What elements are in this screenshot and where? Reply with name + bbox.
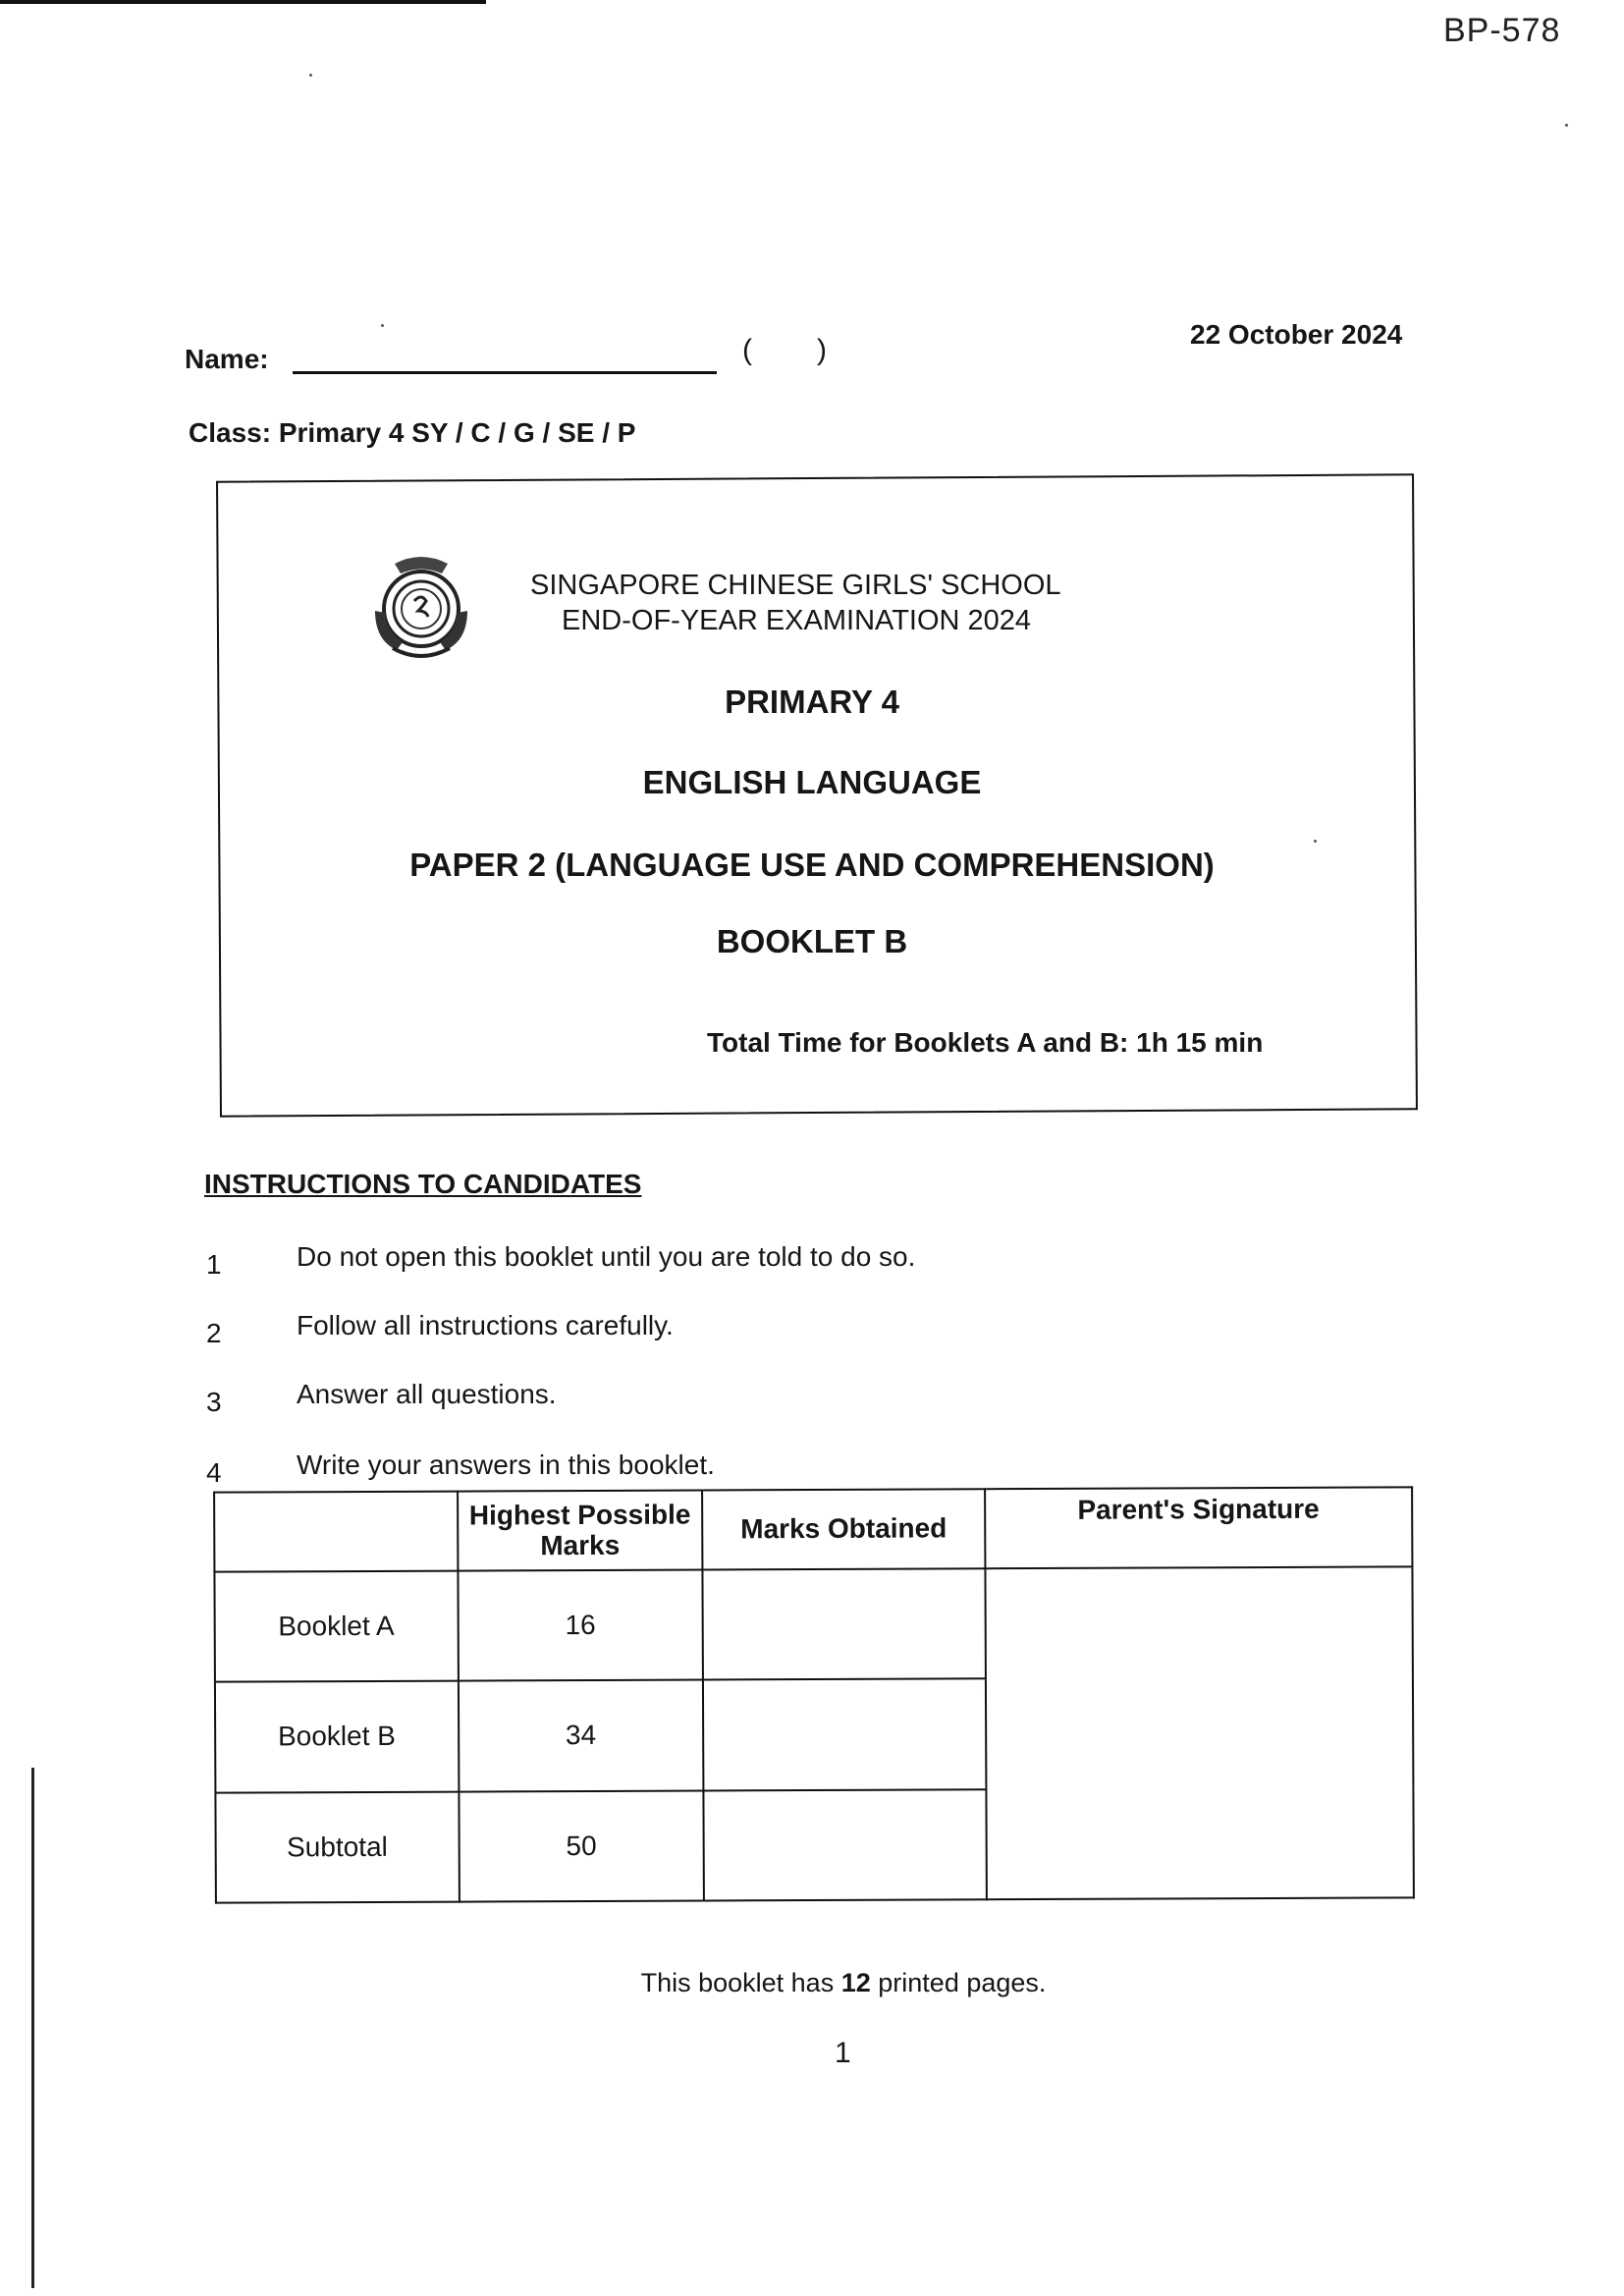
table-header-cell: Parent's Signature (985, 1487, 1413, 1568)
instruction-number: 1 (206, 1249, 222, 1280)
instruction-number: 4 (206, 1457, 222, 1488)
table-row (214, 1566, 1412, 1682)
row-label: Booklet B (215, 1681, 459, 1792)
highest-marks-cell: 50 (459, 1790, 704, 1901)
school-name: SINGAPORE CHINESE GIRLS' SCHOOL (530, 570, 1061, 601)
total-time: Total Time for Booklets A and B: 1h 15 min (707, 1027, 1264, 1058)
marks-table (213, 1486, 1415, 1903)
instruction-text: Follow all instructions carefully. (297, 1310, 674, 1340)
page-count-prefix: This booklet has (640, 1968, 835, 1997)
booklet-title: BOOKLET B (716, 923, 908, 959)
subject-title: ENGLISH LANGUAGE (642, 764, 982, 800)
instruction-text: Write your answers in this booklet. (297, 1449, 715, 1480)
class-value: Primary 4 SY / C / G / SE / P (278, 417, 636, 448)
row-label: Subtotal (215, 1791, 459, 1902)
marks-obtained-cell[interactable] (704, 1789, 987, 1901)
class-label: Class: (189, 417, 272, 448)
document-code: BP-578 (1443, 12, 1561, 49)
paper-title: PAPER 2 (LANGUAGE USE AND COMPREHENSION) (409, 847, 1215, 883)
scan-edge-line (0, 0, 486, 4)
scan-speck (381, 324, 384, 327)
level-title: PRIMARY 4 (725, 683, 899, 720)
page-count-suffix: printed pages. (878, 1968, 1047, 1997)
parent-signature-cell[interactable] (985, 1566, 1414, 1899)
scan-speck (1565, 124, 1568, 127)
marks-obtained-cell[interactable] (703, 1679, 986, 1791)
row-label: Booklet A (214, 1571, 458, 1682)
name-field-line[interactable] (293, 371, 717, 374)
school-crest-icon (365, 550, 477, 660)
name-label: Name: (185, 344, 269, 374)
table-header-cell: Highest Possible Marks (458, 1490, 703, 1570)
exam-date: 22 October 2024 (1190, 319, 1403, 350)
page-count-note (0, 1968, 1624, 1998)
marks-obtained-cell[interactable] (703, 1568, 986, 1680)
exam-name: END-OF-YEAR EXAMINATION 2024 (562, 605, 1032, 636)
instruction-number: 2 (206, 1318, 222, 1348)
instruction-text: Answer all questions. (297, 1379, 557, 1409)
class-row (189, 417, 635, 449)
scan-speck (309, 74, 312, 77)
instructions-heading: INSTRUCTIONS TO CANDIDATES (204, 1169, 642, 1199)
page-number: 1 (835, 2037, 851, 2069)
instruction-text: Do not open this booklet until you are told to do so. (297, 1241, 916, 1272)
table-header-row (214, 1487, 1412, 1571)
table-header-cell: Marks Obtained (702, 1489, 985, 1569)
table-header-cell (214, 1492, 458, 1572)
highest-marks-cell: 16 (458, 1569, 703, 1680)
page-count-value: 12 (840, 1968, 871, 1997)
scan-edge-line (31, 1768, 34, 2288)
instruction-number: 3 (206, 1387, 222, 1417)
highest-marks-cell: 34 (459, 1680, 704, 1791)
register-number-close: ) (817, 334, 827, 366)
register-number-open: ( (742, 334, 752, 366)
